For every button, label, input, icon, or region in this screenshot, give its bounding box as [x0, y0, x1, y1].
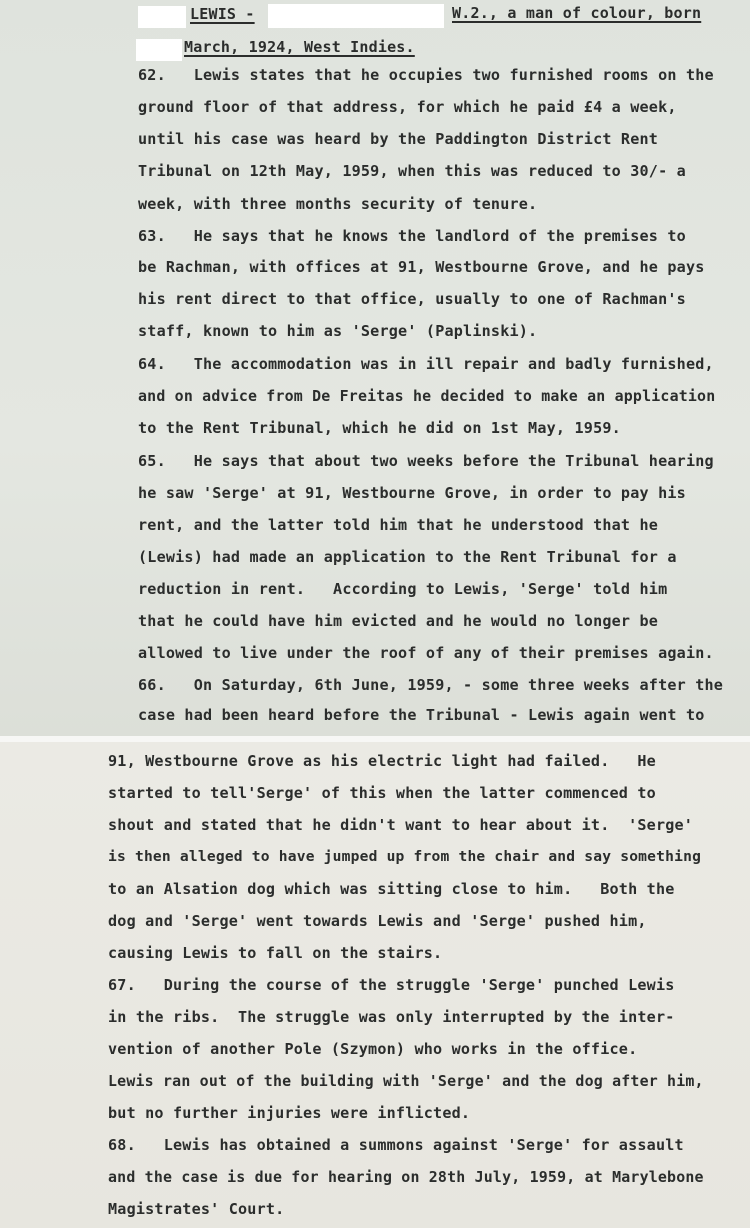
- text-line: vention of another Pole (Szymon) who works in the office.: [108, 1040, 638, 1058]
- text-line: in the ribs. The struggle was only interrupted by the inter-: [108, 1008, 675, 1026]
- text-line: but no further injuries were inflicted.: [108, 1104, 471, 1122]
- text-line: rent, and the latter told him that he understood that he: [138, 516, 659, 534]
- text-line: 63. He says that he knows the landlord of the premises to: [138, 227, 686, 245]
- document-page-2: [0, 742, 750, 1228]
- text-line: to an Alsation dog which was sitting close to him. Both the: [108, 880, 675, 898]
- header-details: W.2., a man of colour, born: [452, 4, 702, 22]
- text-line: be Rachman, with offices at 91, Westbourne Grove, and he pays: [138, 258, 705, 276]
- text-line: Magistrates' Court.: [108, 1200, 285, 1218]
- redaction-block: [268, 4, 444, 28]
- text-line: started to tell'Serge' of this when the latter commenced to: [108, 784, 656, 802]
- text-line: staff, known to him as 'Serge' (Paplinski).: [138, 322, 538, 340]
- text-line: causing Lewis to fall on the stairs.: [108, 944, 443, 962]
- redaction-block: [136, 39, 182, 61]
- text-line: reduction in rent. According to Lewis, 'Serge' told him: [138, 580, 668, 598]
- text-line: 91, Westbourne Grove as his electric light had failed. He: [108, 752, 656, 770]
- redaction-block: [138, 6, 186, 28]
- text-line: 65. He says that about two weeks before the Tribunal hearing: [138, 452, 714, 470]
- text-line: case had been heard before the Tribunal - Lewis again went to: [138, 706, 705, 724]
- text-line: is then alleged to have jumped up from the chair and say something: [108, 848, 702, 865]
- text-line: Tribunal on 12th May, 1959, when this was reduced to 30/- a: [138, 162, 686, 180]
- text-line: week, with three months security of tenure.: [138, 195, 538, 213]
- text-line: Lewis ran out of the building with 'Serge' and the dog after him,: [108, 1072, 704, 1090]
- text-line: that he could have him evicted and he would no longer be: [138, 612, 659, 630]
- text-line: until his case was heard by the Paddington District Rent: [138, 130, 659, 148]
- text-line: ground floor of that address, for which he paid £4 a week,: [138, 98, 677, 116]
- text-line: to the Rent Tribunal, which he did on 1st May, 1959.: [138, 419, 621, 437]
- text-line: he saw 'Serge' at 91, Westbourne Grove, in order to pay his: [138, 484, 686, 502]
- text-line: 66. On Saturday, 6th June, 1959, - some three weeks after the: [138, 676, 724, 694]
- text-line: and the case is due for hearing on 28th July, 1959, at Marylebone: [108, 1168, 704, 1186]
- text-line: 67. During the course of the struggle 'Serge' punched Lewis: [108, 976, 675, 994]
- text-line: 62. Lewis states that he occupies two furnished rooms on the: [138, 66, 714, 84]
- text-line: 64. The accommodation was in ill repair and badly furnished,: [138, 355, 714, 373]
- text-line: and on advice from De Freitas he decided to make an application: [138, 387, 716, 405]
- text-line: (Lewis) had made an application to the Rent Tribunal for a: [138, 548, 677, 566]
- text-line: shout and stated that he didn't want to hear about it. 'Serge': [108, 816, 694, 834]
- header-name: LEWIS -: [190, 5, 255, 23]
- text-line: 68. Lewis has obtained a summons against 'Serge' for assault: [108, 1136, 684, 1154]
- text-line: his rent direct to that office, usually to one of Rachman's: [138, 290, 686, 308]
- text-line: allowed to live under the roof of any of their premises again.: [138, 644, 714, 662]
- header-birth: March, 1924, West Indies.: [184, 38, 415, 56]
- text-line: dog and 'Serge' went towards Lewis and 'Serge' pushed him,: [108, 912, 647, 930]
